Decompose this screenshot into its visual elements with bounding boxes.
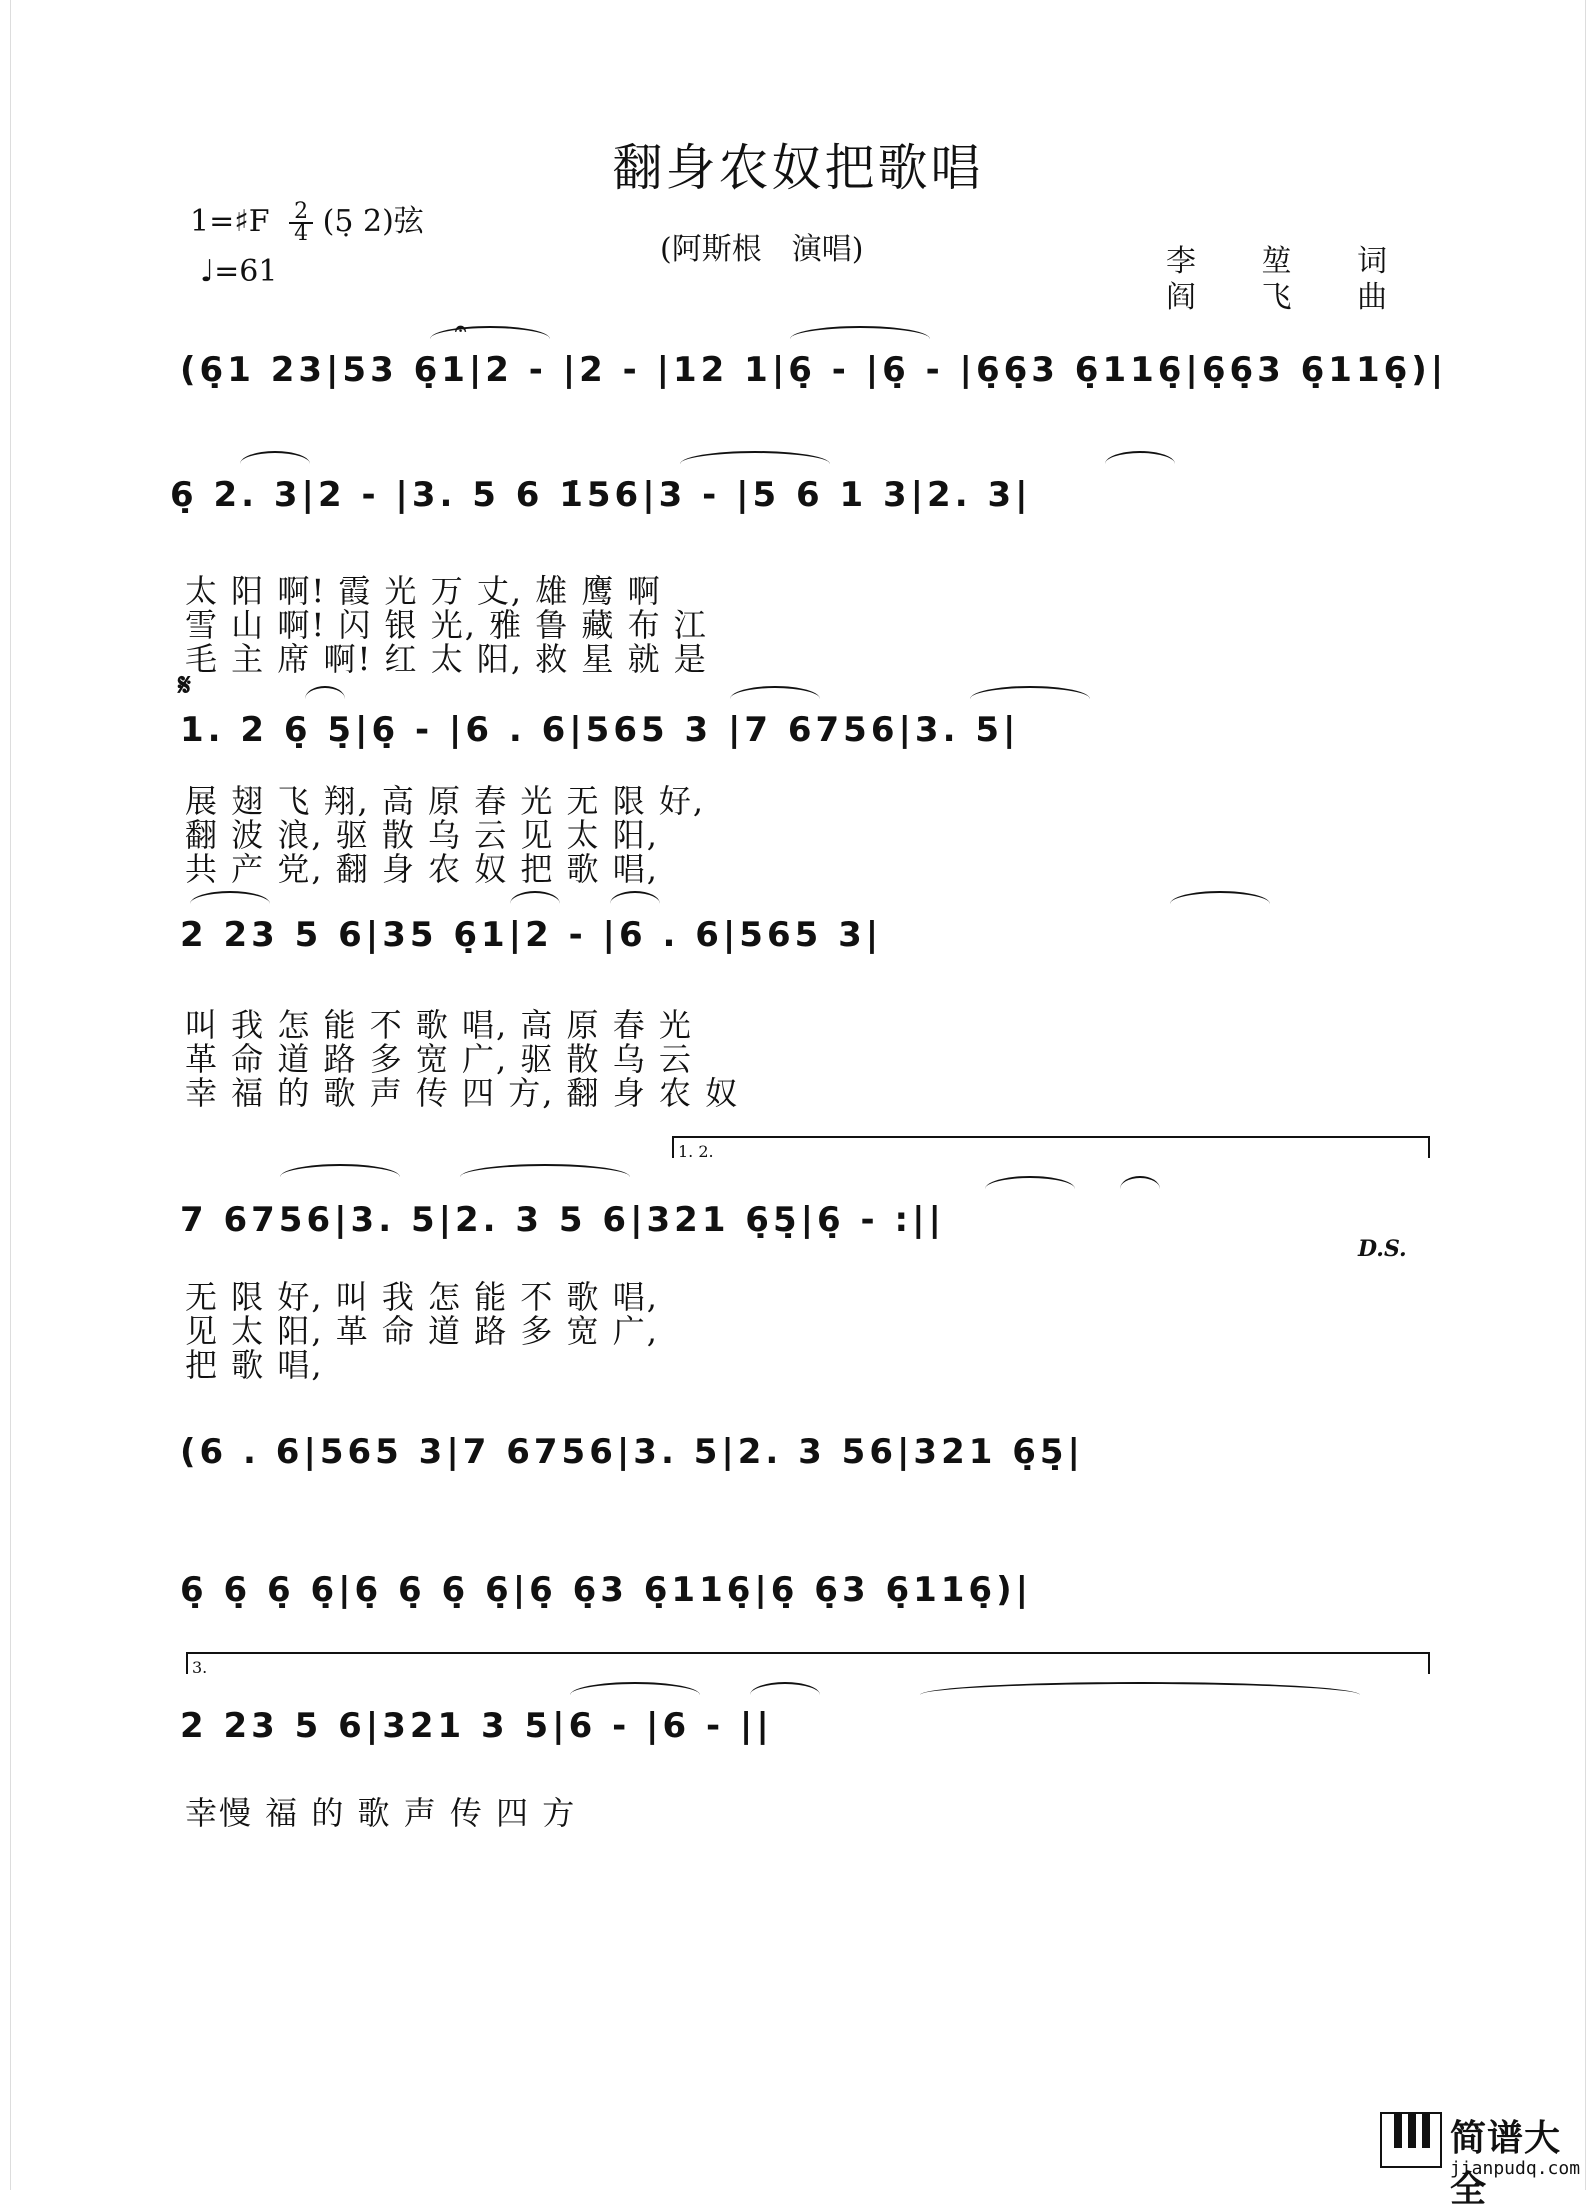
slur [510,891,560,917]
music-line-3 [170,700,1440,770]
notation-row: 6̣ 2. 3|2 - |3. 5 6 1̇56|3 - |5 6 1 3|2. 3| [170,475,1032,515]
slur [1105,451,1175,477]
time-signature: $\frac{2}{4}$ [289,202,313,244]
composer-credit: 阎 飞 曲 [1166,280,1416,315]
music-line-8 [170,1696,1440,1766]
notation-row: 2 23 5 6|321 3 5|6 - |6 - || [180,1706,773,1746]
slur [730,686,820,712]
slur [790,326,930,352]
slur [920,1682,1360,1708]
notation-row: 7 6756|3. 5|2. 3 5 6|321 6̣5̣|6̣ - :|| [180,1200,945,1240]
lyrics-verse-2: 见 太 阳, 革 命 道 路 多 宽 广, [185,1312,659,1350]
lyrics-verse-2: 革 命 道 路 多 宽 广, 驱 散 乌 云 [185,1040,693,1078]
notation-row: (6̣1 23|53 6̣1|2 - |2 - |12 1|6̣ - |6̣ - |6̣6̣3 6̣116̣|6̣6̣3 6̣116̣)| [180,350,1448,390]
notation-row: 1. 2 6̣ 5̣|6̣ - |6 . 6|565 3 |7 6756|3. 5| [180,710,1020,750]
notation-row: (6 . 6|565 3|7 6756|3. 5|2. 3 56|321 6̣5̣| [180,1432,1084,1472]
da-segno-mark: D.S. [1358,1236,1407,1262]
lyrics-verse-final: 幸慢 福 的 歌 声 传 四 方 [185,1794,577,1832]
slur [240,451,310,477]
watermark-name: 简谱大全 [1450,2118,1562,2210]
watermark-url: jianpudq.com [1450,2158,1581,2179]
lyrics-verse-2: 翻 波 浪, 驱 散 乌 云 见 太 阳, [185,816,659,854]
slur [970,686,1090,712]
site-watermark [1380,2110,1590,2210]
slur [430,326,550,352]
slur [1120,1176,1160,1202]
slur [570,1682,700,1708]
volta-label: 3. [192,1658,208,1677]
fermata-mark: 𝄐 [455,316,467,340]
volta-bracket-3 [186,1652,1430,1674]
notation-row: 6̣ 6̣ 6̣ 6̣|6̣ 6̣ 6̣ 6̣|6̣ 6̣3 6̣116̣|6̣ 6̣3 6̣116̣)| [180,1570,1033,1610]
tuning-label: (5̣ 2)弦 [322,204,424,239]
key-signature [190,196,424,244]
performer-credit: (阿斯根 演唱) [660,232,864,267]
volta-label: 1. 2. [678,1142,714,1161]
music-line-5 [170,1190,1440,1260]
slur [985,1176,1075,1202]
slur [750,1682,820,1708]
lyrics-verse-3: 毛 主 席 啊! 红 太 阳, 救 星 就 是 [185,640,708,678]
lyrics-verse-3: 把 歌 唱, [185,1346,324,1384]
segno-sign: 𝄋 [178,668,191,703]
slur [610,891,660,917]
tempo-mark: ♩=61 [200,254,278,289]
score-title: 翻身农奴把歌唱 [612,139,984,197]
lyrics-verse-1: 太 阳 啊! 霞 光 万 丈, 雄 鹰 啊 [185,572,662,610]
music-line-4 [170,905,1440,975]
lyrics-verse-3: 共 产 党, 翻 身 农 奴 把 歌 唱, [185,850,659,888]
piano-keys-logo-icon [1380,2112,1442,2168]
lyrics-verse-1: 无 限 好, 叫 我 怎 能 不 歌 唱, [185,1278,659,1316]
lyrics-verse-3: 幸 福 的 歌 声 传 四 方, 翻 身 农 奴 [185,1074,740,1112]
slur [280,1164,400,1190]
lyrics-verse-2: 雪 山 啊! 闪 银 光, 雅 鲁 藏 布 江 [185,606,708,644]
lyrics-verse-1: 叫 我 怎 能 不 歌 唱, 高 原 春 光 [185,1006,693,1044]
music-line-6 [170,1422,1440,1492]
lyrics-verse-1: 展 翅 飞 翔, 高 原 春 光 无 限 好, [185,782,706,820]
music-line-7 [170,1560,1440,1630]
slur [1170,891,1270,917]
lyricist-credit: 李 堃 词 [1166,244,1416,279]
music-line-1 [170,316,1448,410]
slur [460,1164,630,1190]
slur [190,891,270,917]
notation-row: 2 23 5 6|35 6̣1|2 - |6 . 6|565 3| [180,915,883,955]
key-label: 1=♯F [190,204,270,239]
slur [305,686,345,712]
music-line-2 [170,465,1440,535]
volta-bracket-1-2 [672,1136,1430,1158]
slur [680,451,830,477]
